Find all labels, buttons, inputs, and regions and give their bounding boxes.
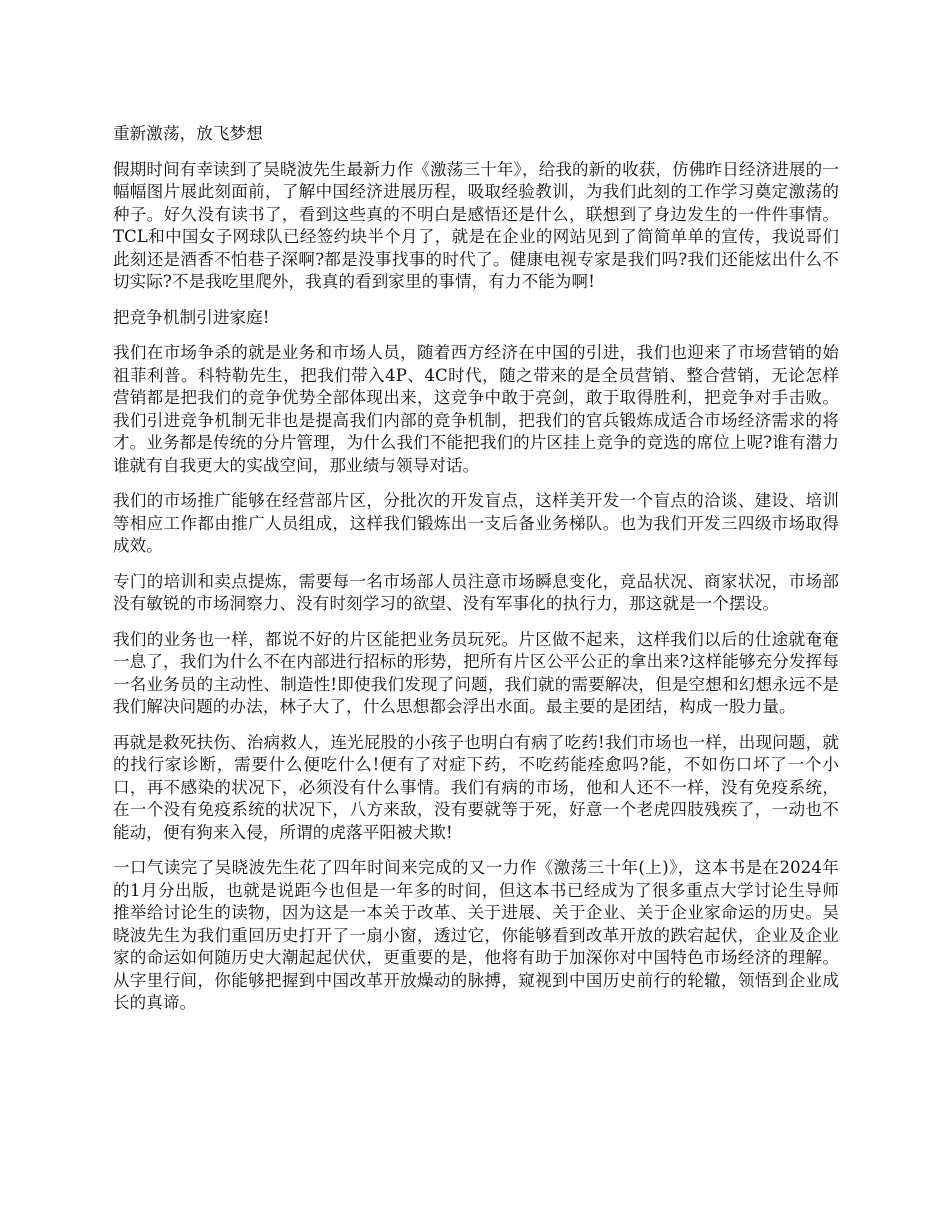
document-title: 重新激荡，放飞梦想	[113, 124, 263, 143]
paragraph-market-promotion: 我们的市场推广能够在经营部片区，分批次的开发盲点，这样美开发一个盲点的洽谈、建设、培训等相应工作都由推广人员组成，这样我们锻炼出一支后备业务梯队。也为我们开发三四级市场取得成效。	[113, 491, 839, 555]
paragraph-intro: 假期时间有幸读到了吴晓波先生最新力作《激荡三十年》，给我的新的收获，仿佛昨日经济进展的一幅幅图片展此刻面前，了解中国经济进展历程，吸取经验教训，为我们此刻的工作学习奠定激荡的种子。好久没有读书了，看到这些真的不明白是感悟还是什么，联想到了身边发生的一件件事情。TCL和中国女子网球队已经签约块半个月了，就是在企业的网站见到了简简单单的宣传，我说哥们此刻还是酒香不怕巷子深啊?都是没事找事的时代了。健康电视专家是我们吗?我们还能炫出什么不切实际?不是我吃里爬外，我真的看到家里的事情，有力不能为啊!	[113, 159, 839, 291]
paragraph-competition-mechanism: 我们在市场争杀的就是业务和市场人员，随着西方经济在中国的引进，我们也迎来了市场营销的始祖菲利普。科特勒先生，把我们带入4P、4C时代，随之带来的是全员营销、整合营销，无论怎样营销都是把我们的竞争优势全部体现出来，这竞争中敢于亮剑，敢于取得胜利，把竞争对手击败。我们引进竞争机制无非也是提高我们内部的竞争机制，把我们的官兵锻炼成适合市场经济需求的将才。业务都是传统的分片管理，为什么我们不能把我们的片区挂上竞争的竞选的席位上呢?谁有潜力谁就有自我更大的实战空间，那业绩与领导对话。	[113, 343, 839, 475]
paragraph-business: 我们的业务也一样，都说不好的片区能把业务员玩死。片区做不起来，这样我们以后的仕途就奄奄一息了，我们为什么不在内部进行招标的形势，把所有片区公平公正的拿出来?这样能够充分发挥每一名业务员的主动性、制造性!即使我们发现了问题，我们就的需要解决，但是空想和幻想永远不是我们解决问题的办法，林子大了，什么思想都会浮出水面。最主要的是团结，构成一股力量。	[113, 629, 839, 716]
paragraph-training: 专门的培训和卖点提炼，需要每一名市场部人员注意市场瞬息变化，竞品状况、商家状况，市场部没有敏锐的市场洞察力、没有时刻学习的欲望、没有军事化的执行力，那这就是一个摆设。	[113, 571, 839, 613]
paragraph-heading-competition: 把竞争机制引进家庭!	[113, 307, 270, 327]
document-page	[113, 123, 839, 1015]
paragraph-conclusion: 一口气读完了吴晓波先生花了四年时间来完成的又一力作《激荡三十年(上)》，这本书是在2024年的1月分出版，也就是说距今也但是一年多的时间，但这本书已经成为了很多重点大学讨论生导师推举给讨论生的读物，因为这是一本关于改革、关于进展、关于企业、关于企业家命运的历史。吴晓波先生为我们重回历史打开了一扇小窗，透过它，你能够看到改革开放的跌宕起伏，企业及企业家的命运如何随历史大潮起起伏伏，更重要的是，他将有助于加深你对中国特色市场经济的理解。从字里行间，你能够把握到中国改革开放燥动的脉搏，窥视到中国历史前行的轮辙，领悟到企业成长的真谛。	[113, 858, 839, 1012]
paragraph-diagnosis: 再就是救死扶伤、治病救人，连光屁股的小孩子也明白有病了吃药!我们市场也一样，出现问题，就的找行家诊断，需要什么便吃什么!便有了对症下药，不吃药能痊愈吗?能，不如伤口坏了一个小口，再不感染的状况下，必须没有什么事情。我们有病的市场，他和人还不一样，没有免疫系统，在一个没有免疫系统的状况下，八方来敌，没有要就等于死，好意一个老虎四肢残疾了，一动也不能动，便有狗来入侵，所谓的虎落平阳被犬欺!	[113, 732, 839, 842]
